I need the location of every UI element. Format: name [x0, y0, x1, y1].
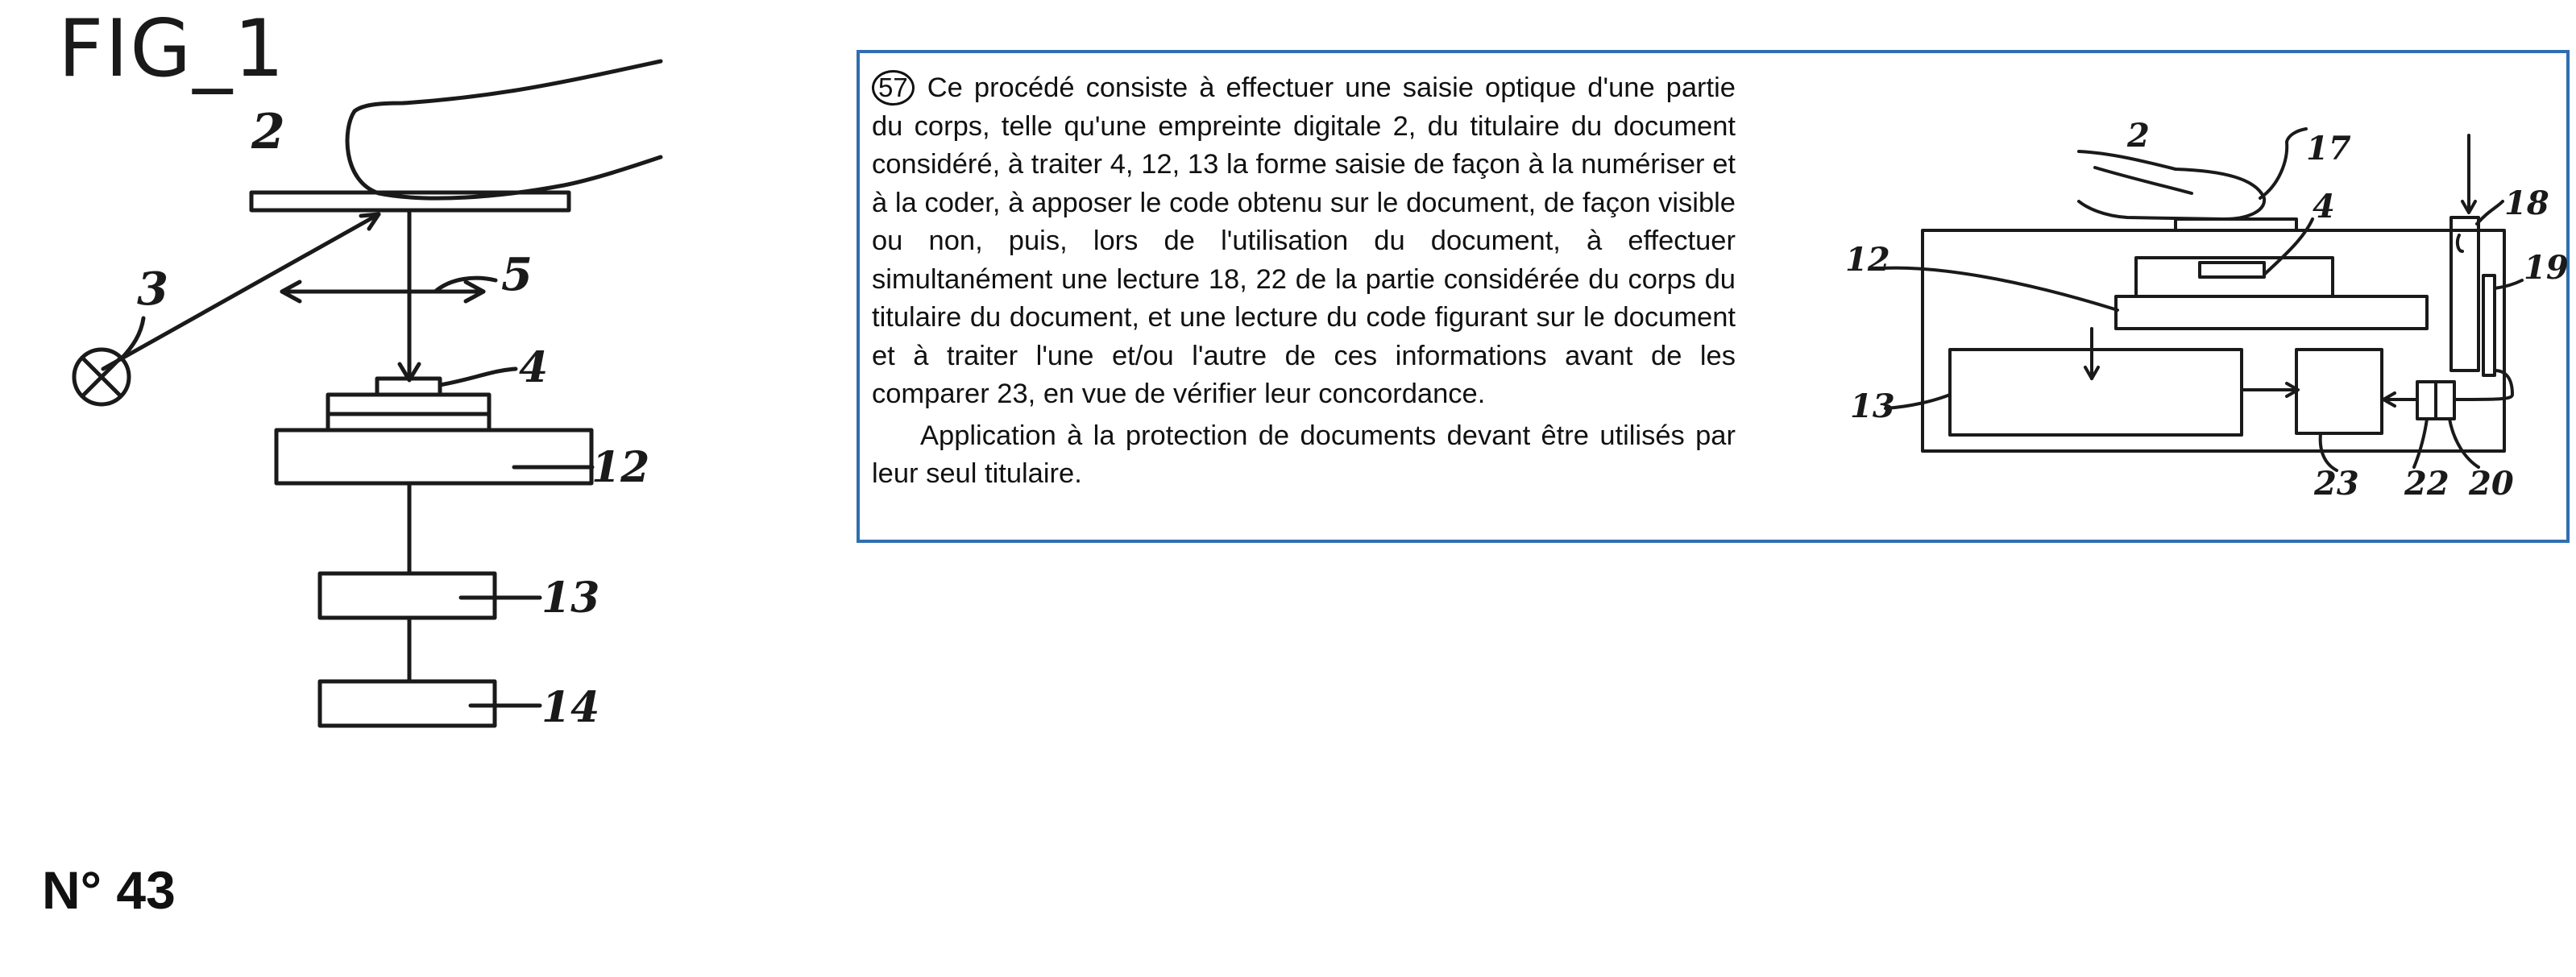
label-3: 3 [137, 263, 168, 316]
label-12b: 12 [1845, 241, 1890, 279]
processor-12b [2116, 296, 2427, 329]
abstract-body: Ce procédé consiste à effectuer une saisie optique d'une partie du corps, telle qu'une empreinte digitale 2, du titulaire du document considéré, à traiter 4, 12, 13 la forme saisie de façon à la numériser et à la coder, à apposer le code obtenu sur le document, de façon visible ou non, puis, lors de l'utilisation du document, à effectuer simultanément une lecture 18, 22 de la partie considérée du corps du titulaire du document, et une lecture du code figurant sur le document et à traiter l'une et/ou l'autre de ces informations avant de les comparer 23, en vue de vérifier leur concordance. [872, 72, 1736, 409]
label-17: 17 [2306, 130, 2351, 168]
unit-14 [320, 681, 495, 726]
comparator-23 [2296, 350, 2382, 433]
label-2: 2 [251, 104, 285, 160]
label-5: 5 [501, 248, 533, 301]
reference-badge: 57 [872, 70, 915, 106]
label-23: 23 [2314, 465, 2359, 503]
label-14: 14 [541, 683, 600, 732]
label-20: 20 [2469, 465, 2514, 503]
label-18: 18 [2504, 184, 2549, 222]
document-number: N° 43 [42, 860, 176, 920]
label-13: 13 [541, 573, 600, 623]
label-4: 4 [519, 343, 549, 392]
figure-title: FIG_1 [58, 3, 286, 95]
label-13b: 13 [1850, 387, 1895, 425]
label-4b: 4 [2313, 188, 2335, 226]
sensor-plate [2176, 219, 2296, 230]
sensor-4-top [2200, 263, 2264, 277]
label-2b: 2 [2127, 117, 2150, 155]
reader-slot-18 [2451, 217, 2479, 371]
cable-17 [2260, 129, 2306, 198]
label-22: 22 [2404, 465, 2449, 503]
label-19: 19 [2524, 249, 2569, 287]
card-19 [2483, 275, 2495, 375]
label-12: 12 [591, 443, 650, 492]
finger-shape-2 [2079, 151, 2264, 219]
abstract-paragraph-2: Application à la protection de documents devant être utilisés par leur seul titulaire. [872, 420, 1736, 489]
unit-13b [1950, 350, 2242, 435]
